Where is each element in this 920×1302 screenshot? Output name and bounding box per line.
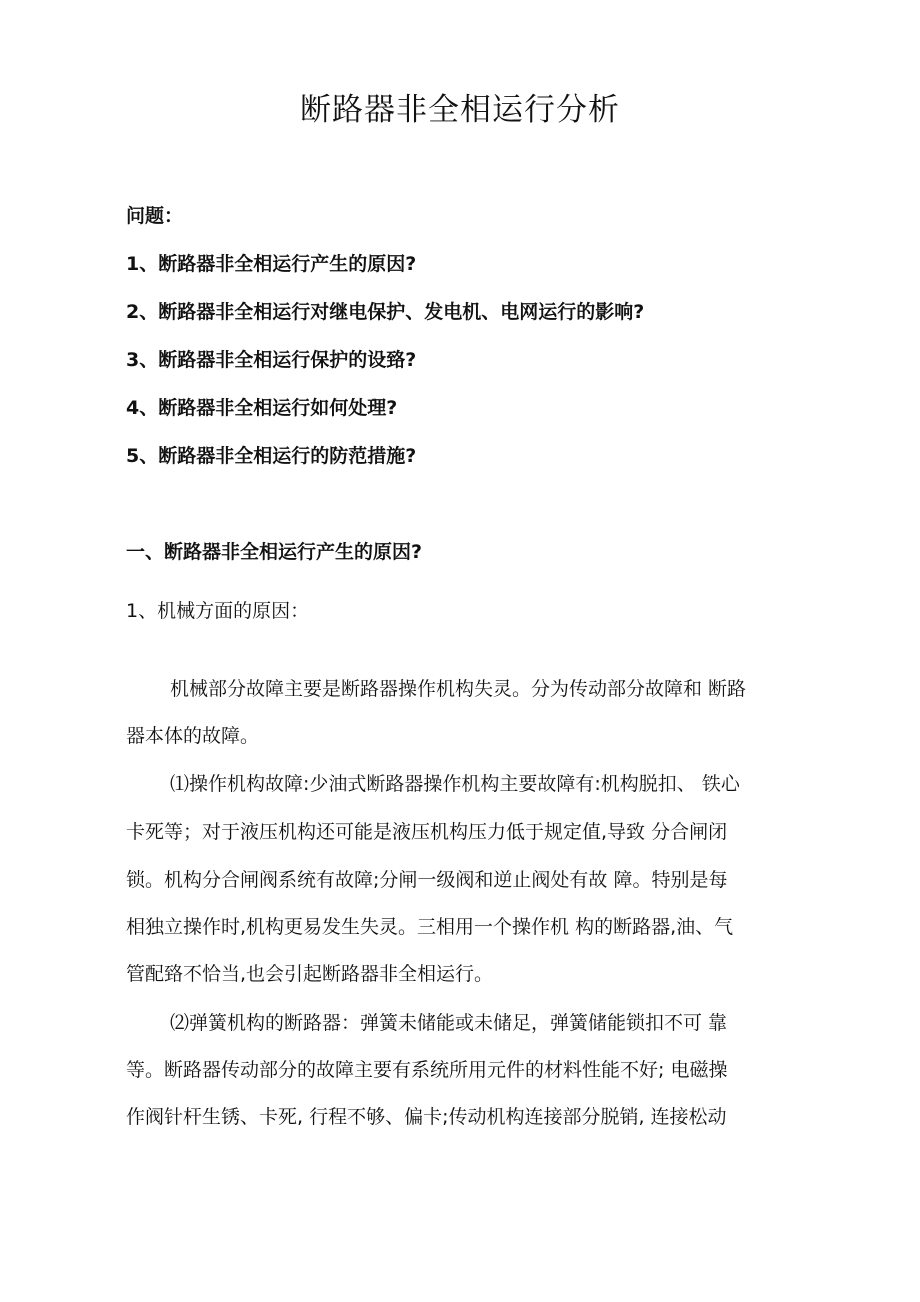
question-item-5: 5、断路器非全相运行的防范措施? [126, 445, 417, 467]
paragraph-2-line-4: 相独立操作时,机构更易发生失灵。三相用一个操作机 构的断路器,油、气 [126, 916, 734, 938]
subsection-heading-1: 1、机械方面的原因： [126, 600, 310, 622]
paragraph-2-line-5: 管配臵不恰当,也会引起断路器非全相运行。 [126, 963, 494, 985]
paragraph-2-line-1: ⑴操作机构故障:少油式断路器操作机构主要故障有:机构脱扣、 铁心 [170, 773, 740, 795]
question-item-4: 4、断路器非全相运行如何处理? [126, 397, 398, 419]
paragraph-3-line-3: 作阀针杆生锈、卡死, 行程不够、偏卡;传动机构连接部分脱销, 连接松动 [126, 1106, 727, 1128]
paragraph-2-line-2: 卡死等；对于液压机构还可能是液压机构压力低于规定值,导致 分合闸闭 [126, 821, 728, 843]
paragraph-1-line-2: 器本体的故障。 [126, 725, 260, 747]
paragraph-3-line-1: ⑵弹簧机构的断路器：弹簧未储能或未储足，弹簧储能锁扣不可 靠 [170, 1012, 728, 1034]
paragraph-3-line-2: 等。断路器传动部分的故障主要有系统所用元件的材料性能不好; 电磁操 [126, 1059, 728, 1081]
questions-heading: 问题： [126, 205, 184, 227]
document-title: 断路器非全相运行分析 [300, 92, 620, 128]
question-item-2: 2、断路器非全相运行对继电保护、发电机、电网运行的影响? [126, 301, 645, 323]
paragraph-1-line-1: 机械部分故障主要是断路器操作机构失灵。分为传动部分故障和 断路 [170, 678, 747, 700]
section-heading-1: 一、断路器非全相运行产生的原因? [126, 541, 423, 563]
paragraph-2-line-3: 锁。机构分合闸阀系统有故障;分闸一级阀和逆止阀处有故 障。特别是每 [126, 869, 728, 891]
question-item-1: 1、断路器非全相运行产生的原因? [126, 253, 417, 275]
question-item-3: 3、断路器非全相运行保护的设臵? [126, 349, 417, 371]
